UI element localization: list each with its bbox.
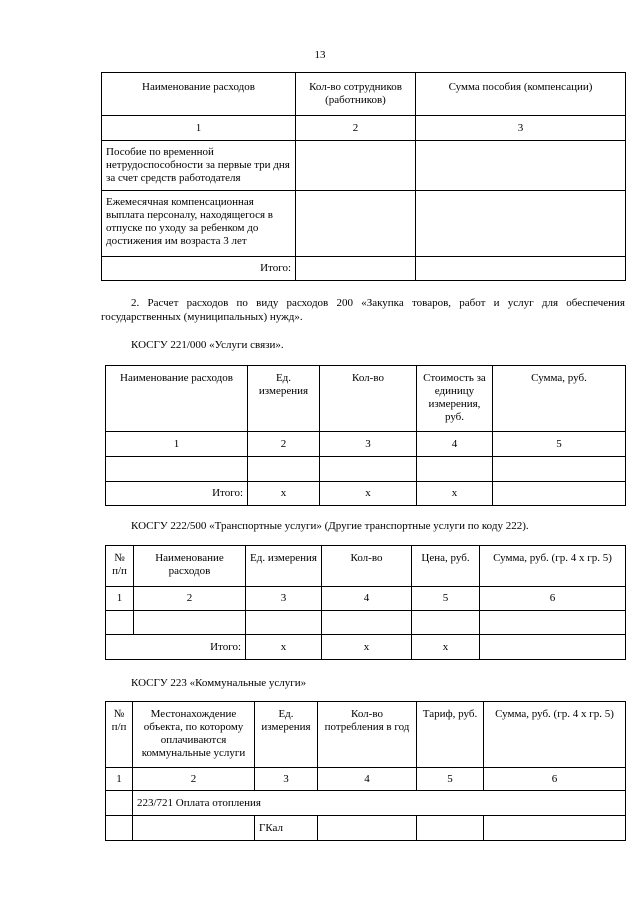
table-cell xyxy=(480,635,626,660)
table-cell xyxy=(106,457,248,482)
table-cell xyxy=(484,816,626,841)
column-number: 5 xyxy=(417,768,484,791)
column-header: № п/п xyxy=(106,546,134,587)
column-header: Ед. измерения xyxy=(255,702,318,768)
table-cell xyxy=(320,457,417,482)
column-header: Тариф, руб. xyxy=(417,702,484,768)
column-number: 3 xyxy=(246,587,322,611)
table-cell xyxy=(416,257,626,281)
table-cell xyxy=(134,611,246,635)
heading-kosgu-222: КОСГУ 222/500 «Транспортные услуги» (Другие транспортные услуги по коду 222). xyxy=(131,520,529,532)
column-header: Ед. измерения xyxy=(246,546,322,587)
table-cell xyxy=(417,816,484,841)
column-header: Кол-во потребления в год xyxy=(318,702,417,768)
column-header: Наименование расходов xyxy=(134,546,246,587)
table-cell xyxy=(493,482,626,506)
column-header: Сумма, руб. xyxy=(493,366,626,432)
heading-kosgu-221: КОСГУ 221/000 «Услуги связи». xyxy=(131,339,284,351)
column-header: Кол-во сотрудников (работников) xyxy=(296,73,416,116)
table-cell xyxy=(106,816,133,841)
column-number: 6 xyxy=(480,587,626,611)
column-number: 4 xyxy=(417,432,493,457)
column-number: 5 xyxy=(412,587,480,611)
table-cell xyxy=(322,611,412,635)
table-cell xyxy=(318,816,417,841)
column-header: Наименование расходов xyxy=(106,366,248,432)
table-communication-services xyxy=(105,365,626,506)
table-cell xyxy=(246,611,322,635)
heading-kosgu-223: КОСГУ 223 «Коммунальные услуги» xyxy=(131,677,307,689)
not-applicable-mark: х xyxy=(322,635,412,660)
not-applicable-mark: х xyxy=(412,635,480,660)
table-cell xyxy=(133,816,255,841)
column-number: 1 xyxy=(102,116,296,141)
column-header: Наименование расходов xyxy=(102,73,296,116)
column-number: 2 xyxy=(248,432,320,457)
not-applicable-mark: х xyxy=(320,482,417,506)
table-transport-services xyxy=(105,545,626,660)
table-cell xyxy=(106,791,133,816)
table-cell xyxy=(412,611,480,635)
column-number: 4 xyxy=(318,768,417,791)
column-number: 2 xyxy=(296,116,416,141)
table-cell xyxy=(248,457,320,482)
table-cell xyxy=(296,257,416,281)
column-number: 2 xyxy=(134,587,246,611)
table-payroll-benefits xyxy=(101,72,626,281)
page-number: 13 xyxy=(314,49,326,61)
paragraph-expenses-200: 2. Расчет расходов по виду расходов 200 «Закупка товаров, работ и услуг для обеспечения государственных (муниципальных) нужд». xyxy=(101,297,625,323)
table-cell xyxy=(296,141,416,191)
table-cell xyxy=(493,457,626,482)
column-header: Кол-во xyxy=(322,546,412,587)
column-header: Кол-во xyxy=(320,366,417,432)
column-number: 3 xyxy=(416,116,626,141)
column-number: 1 xyxy=(106,768,133,791)
total-label: Итого: xyxy=(102,257,296,281)
not-applicable-mark: х xyxy=(246,635,322,660)
table-cell xyxy=(296,191,416,257)
column-number: 1 xyxy=(106,432,248,457)
column-header: Сумма, руб. (гр. 4 х гр. 5) xyxy=(480,546,626,587)
column-number: 2 xyxy=(133,768,255,791)
table-cell xyxy=(106,635,134,660)
unit-cell: ГКал xyxy=(255,816,318,841)
section-row-heating: 223/721 Оплата отопления xyxy=(133,791,626,816)
total-label: Итого: xyxy=(106,482,248,506)
table-cell xyxy=(417,457,493,482)
table-cell xyxy=(416,141,626,191)
table-utilities xyxy=(105,701,626,841)
column-number: 3 xyxy=(255,768,318,791)
table-cell xyxy=(416,191,626,257)
column-number: 3 xyxy=(320,432,417,457)
not-applicable-mark: х xyxy=(417,482,493,506)
table-cell xyxy=(106,611,134,635)
column-header: Цена, руб. xyxy=(412,546,480,587)
column-header: Стоимость за единицу измерения, руб. xyxy=(417,366,493,432)
column-number: 1 xyxy=(106,587,134,611)
column-header: № п/п xyxy=(106,702,133,768)
column-header: Ед. измерения xyxy=(248,366,320,432)
column-number: 6 xyxy=(484,768,626,791)
column-header: Сумма, руб. (гр. 4 х гр. 5) xyxy=(484,702,626,768)
table-row-label: Пособие по временной нетрудоспособности за первые три дня за счет средств работодателя xyxy=(102,141,296,191)
column-header: Местонахождение объекта, по которому оплачиваются коммунальные услуги xyxy=(133,702,255,768)
column-number: 4 xyxy=(322,587,412,611)
total-label: Итого: xyxy=(134,635,246,660)
not-applicable-mark: х xyxy=(248,482,320,506)
column-header: Сумма пособия (компенсации) xyxy=(416,73,626,116)
table-row-label: Ежемесячная компенсационная выплата персоналу, находящегося в отпуске по уходу за ребенком до достижения им возраста 3 лет xyxy=(102,191,296,257)
table-cell xyxy=(480,611,626,635)
column-number: 5 xyxy=(493,432,626,457)
